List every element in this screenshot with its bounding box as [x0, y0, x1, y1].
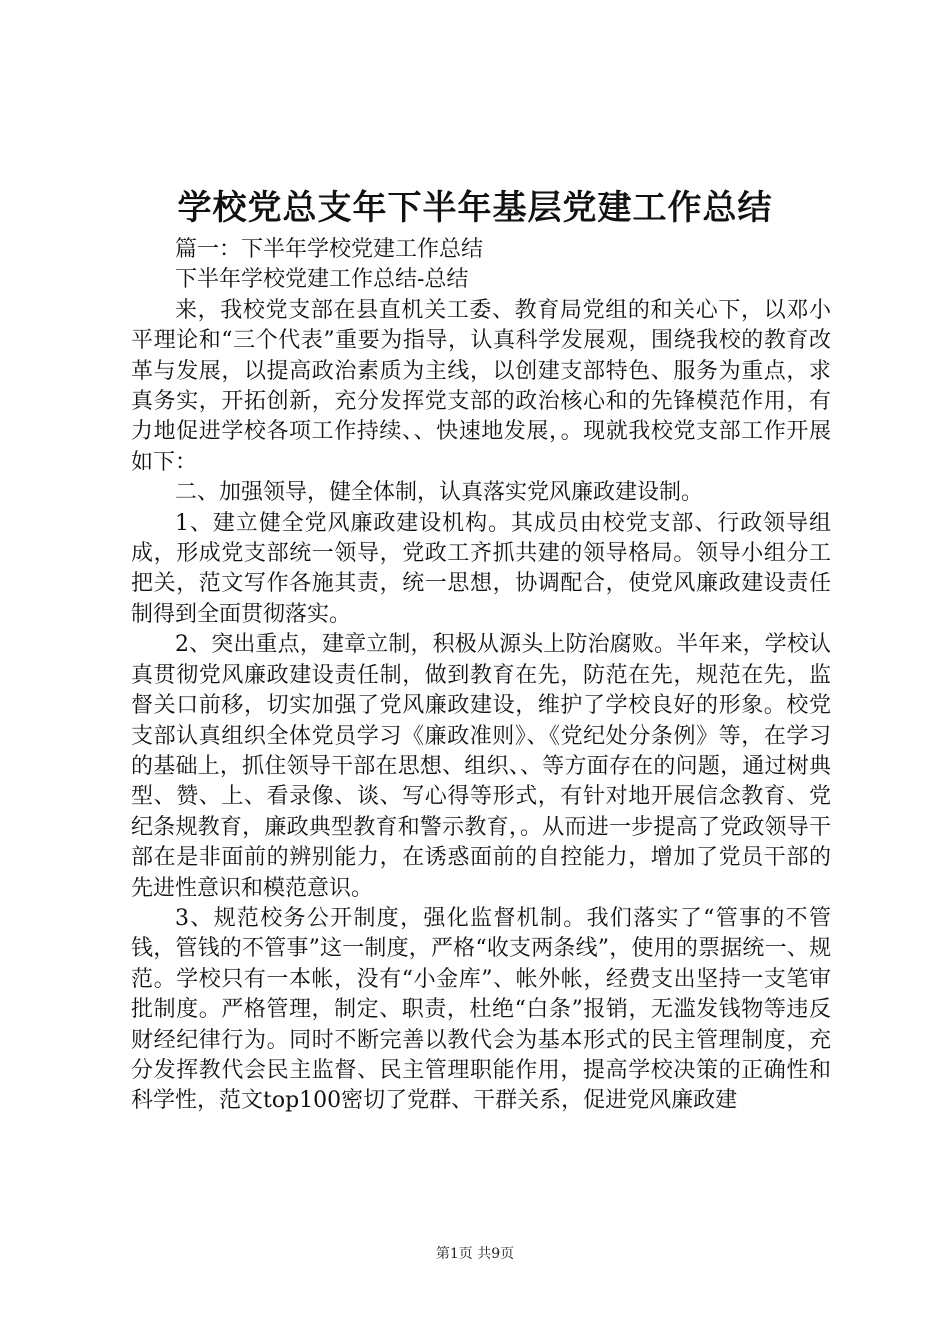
paragraph: 下半年学校党建工作总结-总结: [175, 267, 469, 293]
document-body: [131, 235, 831, 1117]
paragraph: 来，我校党支部在县直机关工委、教育局党组的和关心下，以邓小平理论和“三个代表”重要为指导，认真科学发展观，围绕我校的教育改革与发展，以提高政治素质为主线，以创建支部特色、服务为重点，求真务实，开拓创新，充分发挥党支部的政治核心和的先锋模范作用，有力地促进学校各项工作持续、、快速地发展，。现就我校党支部工作开展如下：: [131, 297, 831, 475]
document-title: 学校党总支年下半年基层党建工作总结: [177, 188, 773, 228]
page-footer: 第1页 共9页: [435, 1246, 515, 1262]
paragraph: 1、建立健全党风廉政建设机构。其成员由校党支部、行政领导组成，形成党支部统一领导，党政工齐抓共建的领导格局。领导小组分工把关，范文写作各施其责，统一思想，协调配合，使党风廉政建设责任制得到全面贯彻落实。: [131, 510, 831, 627]
paragraph: 3、规范校务公开制度，强化监督机制。我们落实了“管事的不管钱，管钱的不管事”这一制度，严格“收支两条线”，使用的票据统一、规范。学校只有一本帐，没有“小金库”、帐外帐，经费支出坚持一支笔审批制度。严格管理，制定、职责，杜绝“白条”报销，无滥发钱物等违反财经纪律行为。同时不断完善以教代会为基本形式的民主管理制度，充分发挥教代会民主监督、民主管理职能作用，提高学校决策的正确性和科学性，范文top100密切了党群、干群关系，促进党风廉政建: [131, 905, 831, 1114]
paragraph: 篇一：下半年学校党建工作总结: [175, 237, 484, 262]
paragraph: 二、加强领导，健全体制，认真落实党风廉政建设制。: [175, 480, 704, 506]
paragraph: 2、突出重点，建章立制，积极从源头上防治腐败。半年来，学校认真贯彻党风廉政建设责任制，做到教育在先，防范在先，规范在先，监督关口前移，切实加强了党风廉政建设，维护了学校良好的形象。校党支部认真组织全体党员学习《廉政准则》、《党纪处分条例》等，在学习的基础上，抓住领导干部在思想、组织、、等方面存在的问题，通过树典型、赞、上、看录像、谈、写心得等形式，有针对地开展信念教育、党纪条规教育，廉政典型教育和警示教育，。从而进一步提高了党政领导干部在是非面前的辨别能力，在诱惑面前的自控能力，增加了党员干部的先进性意识和模范意识。: [131, 632, 831, 901]
